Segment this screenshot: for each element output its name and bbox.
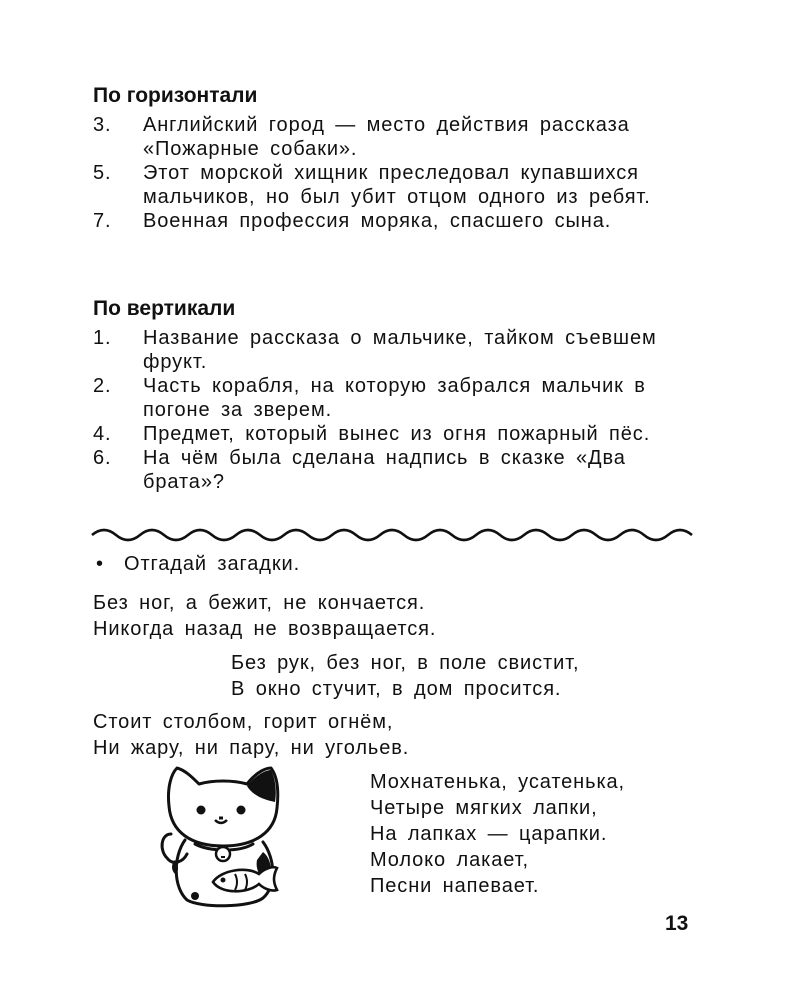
riddle-line: Без рук, без ног, в поле свистит,: [231, 652, 580, 674]
clue-text: Часть корабля, на которую забрался мальчик в погоне за зверем.: [143, 375, 646, 421]
clue-item: [93, 113, 703, 161]
clue-number: 6.: [93, 447, 112, 469]
clue-item: [93, 326, 703, 374]
task-text: Отгадай загадки.: [124, 553, 301, 575]
riddle-1: [93, 590, 436, 642]
task-instruction: [96, 552, 300, 576]
vertical-heading: По вертикали: [93, 297, 236, 320]
clue-item: [93, 446, 703, 494]
clue-number: 3.: [93, 114, 112, 136]
page-number: 13: [665, 912, 689, 935]
riddle-line: Ни жару, ни пару, ни угольев.: [93, 737, 410, 759]
clue-text: Название рассказа о мальчике, тайком съевшем фрукт.: [143, 327, 657, 373]
riddle-line: Стоит столбом, горит огнём,: [93, 711, 394, 733]
clue-number: 5.: [93, 162, 112, 184]
clue-number: 7.: [93, 210, 112, 232]
riddle-line: Четыре мягких лапки,: [370, 797, 598, 819]
clue-text: Английский город — место действия рассказа «Пожарные собаки».: [143, 114, 630, 160]
riddle-line: На лапках — царапки.: [370, 823, 608, 845]
riddle-4: [370, 769, 625, 899]
clue-text: Предмет, который вынес из огня пожарный пёс.: [143, 423, 651, 445]
clue-item: [93, 209, 703, 233]
riddle-line: Без ног, а бежит, не кончается.: [93, 592, 426, 614]
vertical-clue-list: [93, 326, 703, 494]
riddle-line: Мохнатенька, усатенька,: [370, 771, 626, 793]
clue-text: Этот морской хищник преследовал купавшихся мальчиков, но был убит отцом одного из ребят.: [143, 162, 651, 208]
riddle-2: [231, 650, 579, 702]
clue-number: 4.: [93, 423, 112, 445]
clue-number: 2.: [93, 375, 112, 397]
riddle-line: Песни напевает.: [370, 875, 540, 897]
clue-item: [93, 374, 703, 422]
riddle-3: [93, 709, 409, 761]
bullet-icon: •: [96, 553, 104, 575]
riddle-line: Молоко лакает,: [370, 849, 529, 871]
wavy-divider: [90, 520, 700, 550]
clue-text: Военная профессия моряка, спасшего сына.: [143, 210, 612, 232]
riddle-line: Никогда назад не возвращается.: [93, 618, 437, 640]
clue-item: [93, 161, 703, 209]
clue-text: На чём была сделана надпись в сказке «Два брата»?: [143, 447, 626, 493]
clue-number: 1.: [93, 327, 112, 349]
riddle-line: В окно стучит, в дом просится.: [231, 678, 562, 700]
clue-item: [93, 422, 703, 446]
cat-with-fish-icon: [155, 762, 295, 910]
horizontal-clue-list: [93, 113, 703, 233]
horizontal-heading: По горизонтали: [93, 84, 258, 107]
